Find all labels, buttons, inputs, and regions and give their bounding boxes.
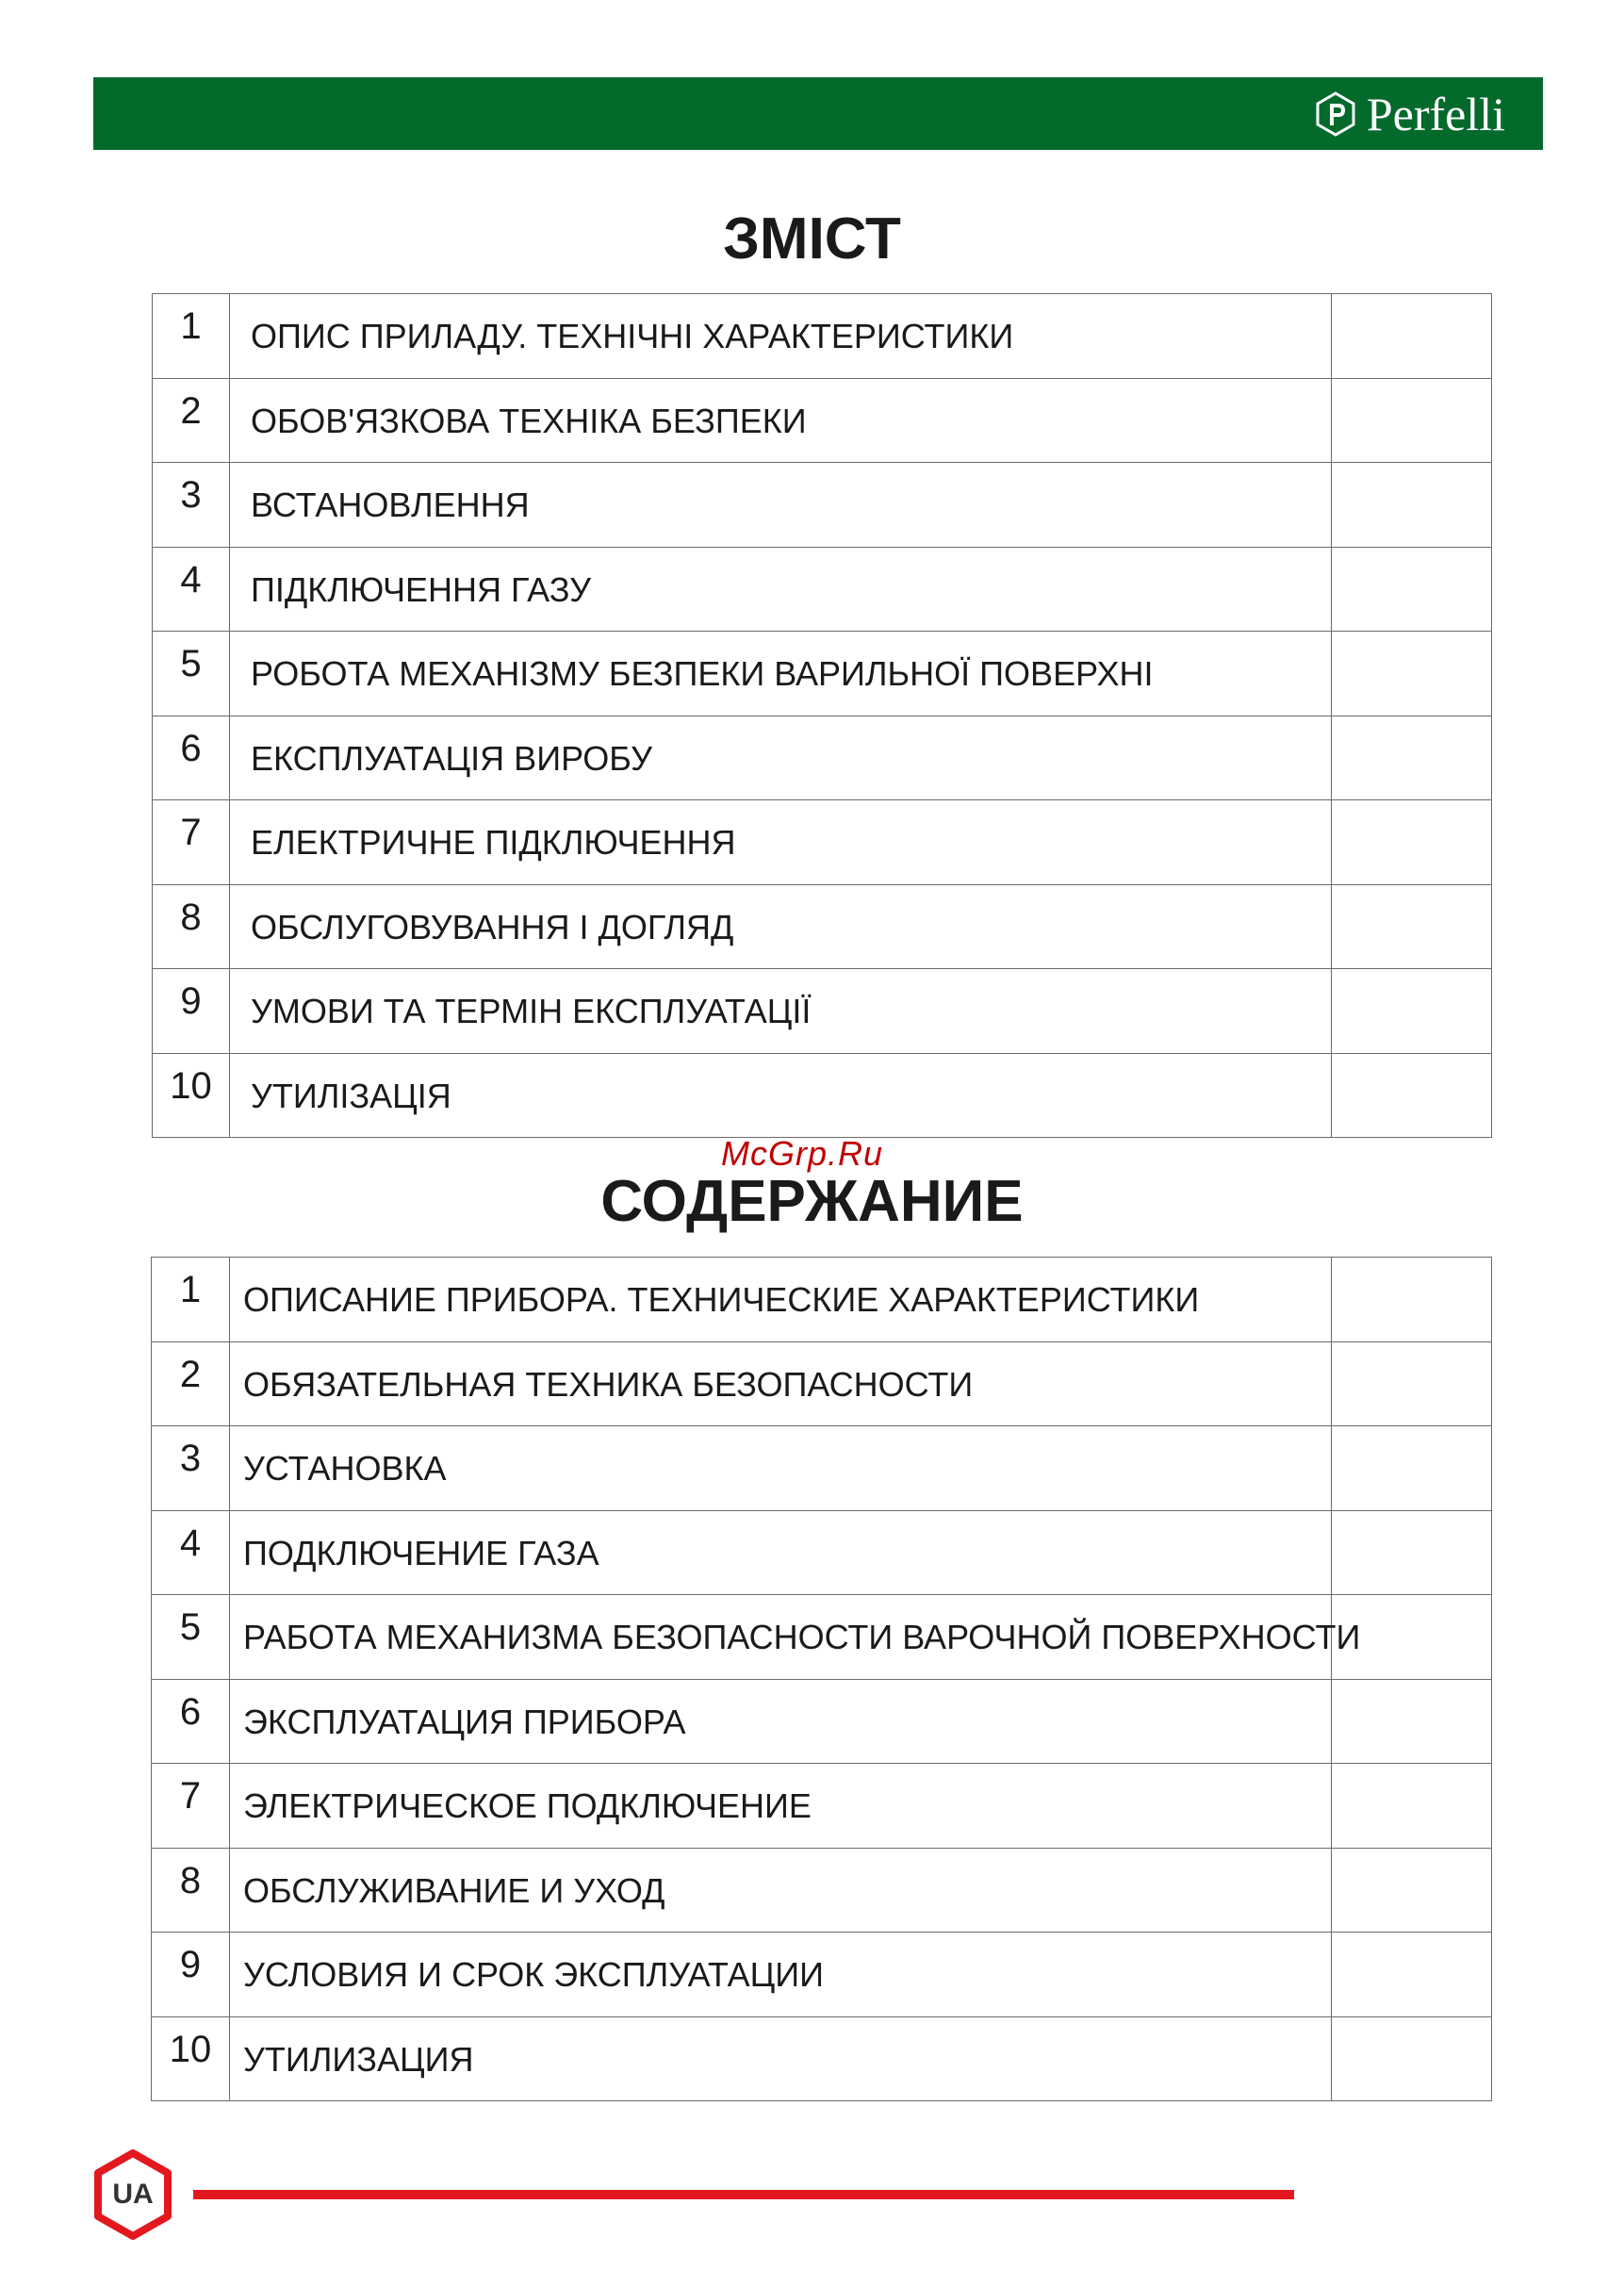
toc-row (153, 716, 1492, 800)
toc-row (153, 632, 1492, 716)
toc-item-page (1332, 1053, 1492, 1138)
language-badge (93, 2149, 172, 2240)
toc-item-title: ОПИС ПРИЛАДУ. ТЕХНІЧНІ ХАРАКТЕРИСТИКИ (230, 294, 1332, 379)
toc-item-page (1332, 1848, 1492, 1933)
toc-row (152, 1933, 1492, 2017)
toc-item-title: ОБСЛУЖИВАНИЕ И УХОД (230, 1848, 1332, 1933)
toc-item-number: 2 (152, 1341, 230, 1426)
toc-item-title: ОПИСАНИЕ ПРИБОРА. ТЕХНИЧЕСКИЕ ХАРАКТЕРИСТИКИ (230, 1258, 1332, 1342)
toc-row (153, 294, 1492, 379)
toc-item-page (1332, 1510, 1492, 1595)
toc-item-number: 8 (152, 1848, 230, 1933)
toc-item-title: РОБОТА МЕХАНІЗМУ БЕЗПЕКИ ВАРИЛЬНОЇ ПОВЕРХНІ (230, 632, 1332, 716)
toc-item-number: 3 (152, 1426, 230, 1511)
toc-item-page (1332, 716, 1492, 800)
toc-row (152, 1679, 1492, 1764)
toc-item-page (1332, 884, 1492, 969)
ua-contents-table (152, 293, 1492, 1138)
ua-section-title: ЗМІСТ (723, 206, 901, 271)
toc-item-number: 9 (152, 1933, 230, 2017)
toc-item-page (1332, 463, 1492, 548)
toc-item-page (1332, 632, 1492, 716)
toc-item-page (1332, 1258, 1492, 1342)
toc-item-number: 6 (153, 716, 230, 800)
toc-row (152, 1510, 1492, 1595)
toc-item-number: 5 (153, 632, 230, 716)
toc-item-number: 1 (153, 294, 230, 379)
toc-item-page (1332, 1341, 1492, 1426)
toc-item-number: 7 (152, 1764, 230, 1849)
toc-item-number: 8 (153, 884, 230, 969)
toc-item-title: ЭЛЕКТРИЧЕСКОЕ ПОДКЛЮЧЕНИЕ (230, 1764, 1332, 1849)
toc-row (152, 1341, 1492, 1426)
toc-item-number: 3 (153, 463, 230, 548)
toc-item-title: РАБОТА МЕХАНИЗМА БЕЗОПАСНОСТИ ВАРОЧНОЙ ПОВЕРХНОСТИ (230, 1595, 1332, 1680)
toc-item-title: УМОВИ ТА ТЕРМІН ЕКСПЛУАТАЦІЇ (230, 969, 1332, 1054)
toc-row (152, 2016, 1492, 2101)
toc-item-page (1332, 294, 1492, 379)
watermark-text: McGrp.Ru (721, 1134, 884, 1173)
toc-item-number: 4 (152, 1510, 230, 1595)
toc-row (152, 1764, 1492, 1849)
brand-logo (1312, 90, 1505, 138)
toc-item-number: 7 (153, 800, 230, 885)
toc-item-title: ОБОВ'ЯЗКОВА ТЕХНІКА БЕЗПЕКИ (230, 378, 1332, 463)
toc-item-page (1332, 378, 1492, 463)
toc-row (153, 884, 1492, 969)
toc-item-page (1332, 969, 1492, 1054)
toc-item-number: 6 (152, 1679, 230, 1764)
toc-item-title: УСЛОВИЯ И СРОК ЭКСПЛУАТАЦИИ (230, 1933, 1332, 2017)
toc-row (152, 1426, 1492, 1511)
toc-row (153, 547, 1492, 632)
toc-item-title: ОБЯЗАТЕЛЬНАЯ ТЕХНИКА БЕЗОПАСНОСТИ (230, 1341, 1332, 1426)
toc-item-page (1332, 1679, 1492, 1764)
brand-name: Perfelli (1366, 88, 1505, 140)
toc-item-title: УТИЛІЗАЦІЯ (230, 1053, 1332, 1138)
toc-item-title: ЕКСПЛУАТАЦІЯ ВИРОБУ (230, 716, 1332, 800)
toc-item-page (1332, 547, 1492, 632)
brand-header-bar (93, 77, 1543, 150)
toc-row (152, 1258, 1492, 1342)
toc-item-title: ЭКСПЛУАТАЦИЯ ПРИБОРА (230, 1679, 1332, 1764)
language-code: UA (112, 2179, 154, 2210)
toc-row (153, 1053, 1492, 1138)
toc-item-title: УТИЛИЗАЦИЯ (230, 2016, 1332, 2101)
toc-item-title: ПІДКЛЮЧЕННЯ ГАЗУ (230, 547, 1332, 632)
toc-item-number: 1 (152, 1258, 230, 1342)
toc-item-number: 5 (152, 1595, 230, 1680)
toc-row (152, 1848, 1492, 1933)
ru-contents-table (151, 1257, 1492, 2101)
toc-row (153, 800, 1492, 885)
toc-item-page (1332, 1426, 1492, 1511)
toc-item-title: ВСТАНОВЛЕННЯ (230, 463, 1332, 548)
toc-row (153, 463, 1492, 548)
toc-item-page (1332, 2016, 1492, 2101)
toc-row (153, 378, 1492, 463)
ru-section-title: СОДЕРЖАНИЕ (600, 1169, 1024, 1234)
toc-row (152, 1595, 1492, 1680)
toc-item-number: 9 (153, 969, 230, 1054)
toc-item-page (1332, 800, 1492, 885)
toc-item-page (1332, 1933, 1492, 2017)
toc-item-number: 2 (153, 378, 230, 463)
toc-item-title: ЕЛЕКТРИЧНЕ ПІДКЛЮЧЕННЯ (230, 800, 1332, 885)
toc-row (153, 969, 1492, 1054)
toc-item-page (1332, 1764, 1492, 1849)
toc-item-number: 10 (153, 1053, 230, 1138)
toc-item-title: ПОДКЛЮЧЕНИЕ ГАЗА (230, 1510, 1332, 1595)
toc-item-title: ОБСЛУГОВУВАННЯ І ДОГЛЯД (230, 884, 1332, 969)
toc-item-number: 10 (152, 2016, 230, 2101)
perfelli-p-hexagon-icon (1312, 90, 1359, 138)
footer-divider-line (193, 2190, 1294, 2199)
toc-item-title: УСТАНОВКА (230, 1426, 1332, 1511)
toc-item-number: 4 (153, 547, 230, 632)
